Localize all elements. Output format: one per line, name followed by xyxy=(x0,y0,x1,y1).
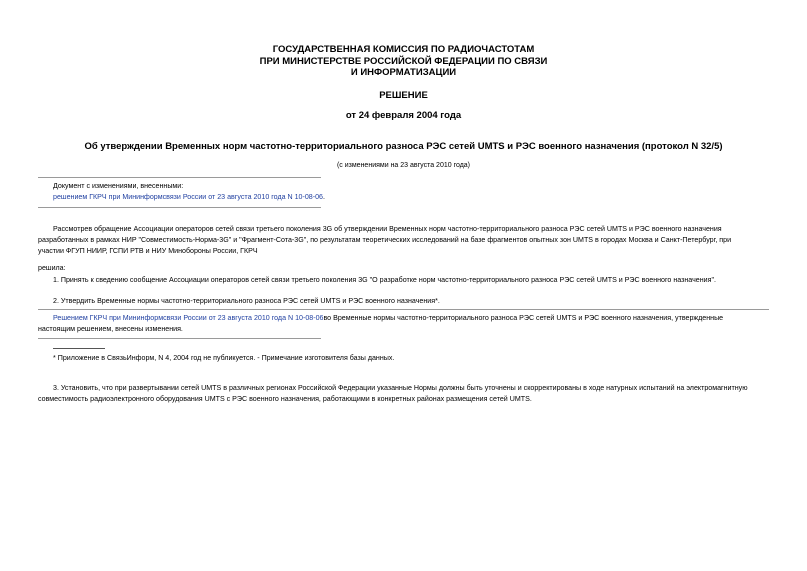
amendment-top-rule xyxy=(38,309,769,310)
document-title: Об утверждении Временных норм частотно-территориального разноса РЭС сетей UMTS и РЭС военного назначения (протокол N 32/5) xyxy=(84,141,723,152)
decided-label: решила: xyxy=(38,264,66,272)
amendment-line-2: настоящим решением, внесены изменения. xyxy=(38,325,183,333)
amendment-note: (с изменениями на 23 августа 2010 года) xyxy=(336,162,471,169)
document-date: от 24 февраля 2004 года xyxy=(345,110,462,121)
item-3-line-2: совместимость радиоэлектронного оборудования UMTS с РЭС военного назначения, работающими в конкретных районах размещения сетей UMTS. xyxy=(38,395,532,403)
header-line-3: И ИНФОРМАТИЗАЦИИ xyxy=(350,67,457,78)
amendment-bottom-rule xyxy=(38,338,321,339)
amendment-rest: во Временные нормы частотно-территориального разноса РЭС сетей UMTS и РЭС военного назначения, утвержденные xyxy=(323,314,724,322)
header-line-2: ПРИ МИНИСТЕРСТВЕ РОССИЙСКОЙ ФЕДЕРАЦИИ ПО СВЯЗИ xyxy=(259,56,548,67)
preamble-line-3: участии ФГУП НИИР, ГСПИ РТВ и НИУ Минобороны России, ГКРЧ xyxy=(38,247,258,255)
changes-box-bottom-rule xyxy=(38,207,321,208)
item-3-line-1: 3. Установить, что при развертывании сетей UMTS в различных регионах Российской Федерации указанные Нормы должны быть уточнены и скорректированы в ходе натурных испытаний на электромагнитную xyxy=(53,384,748,392)
changes-box-label: Документ с изменениями, внесенными: xyxy=(53,182,184,190)
changes-box-top-rule xyxy=(38,177,321,178)
preamble-line-1: Рассмотрев обращение Ассоциации операторов сетей связи третьего поколения 3G об утверждении Временных норм частотно-территориального разноса РЭС сетей UMTS и РЭС военного назначения xyxy=(53,225,722,233)
amendment-link[interactable]: Решением ГКРЧ при Мининформсвязи России от 23 августа 2010 года N 10-08-06 xyxy=(53,314,324,322)
changes-box-link-suffix: . xyxy=(323,193,325,201)
footnote-rule xyxy=(53,348,105,349)
header-line-1: ГОСУДАРСТВЕННАЯ КОМИССИЯ ПО РАДИОЧАСТОТАМ xyxy=(272,44,535,55)
footnote: * Приложение в СвязьИнформ, N 4, 2004 год не публикуется. - Примечание изготовителя базы данных. xyxy=(53,354,395,362)
item-1: 1. Принять к сведению сообщение Ассоциации операторов сетей связи третьего поколения 3G "О разработке норм частотно-территориального разноса РЭС сетей UMTS и РЭС военного назначения". xyxy=(53,276,716,284)
amendment-line-1 xyxy=(53,313,769,324)
amending-decision-link[interactable]: решением ГКРЧ при Мининформсвязи России от 23 августа 2010 года N 10-08-06 xyxy=(53,193,324,201)
preamble-line-2: разработанных в рамках НИР "Совместимость-Норма-3G" и "Фрагмент-Сота-3G", по результатам теоретических исследований на базе фрагментов опытных зон UMTS в городах Москва и Санкт-Петербург, при xyxy=(38,236,732,244)
changes-box-reference xyxy=(53,192,325,203)
document-type: РЕШЕНИЕ xyxy=(379,90,428,101)
item-2: 2. Утвердить Временные нормы частотно-территориального разноса РЭС сетей UMTS и РЭС военного назначения*. xyxy=(53,297,440,305)
